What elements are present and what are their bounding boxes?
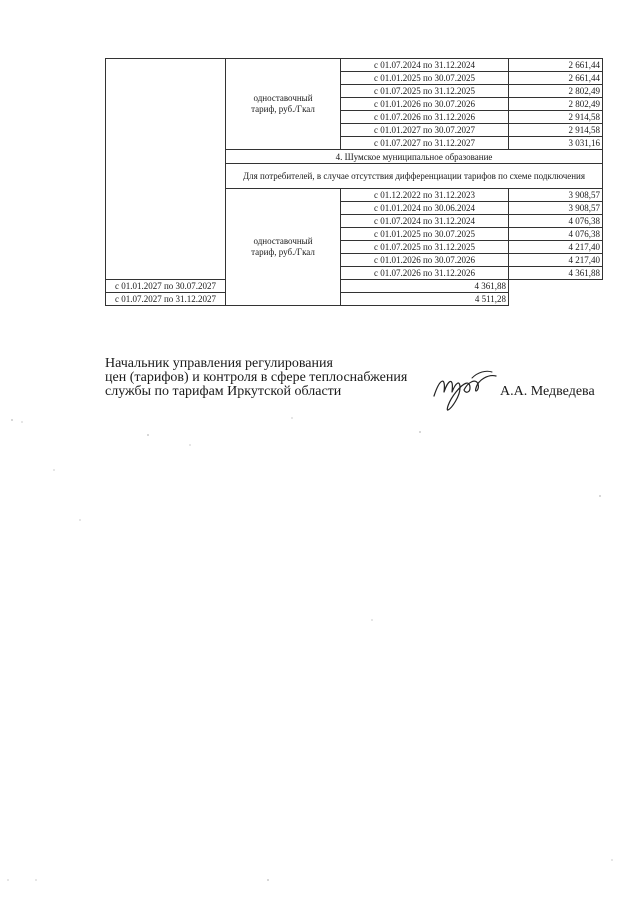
value-cell: 4 511,28	[341, 293, 509, 306]
period-cell: с 01.07.2024 по 31.12.2024	[341, 215, 509, 228]
value-cell: 2 661,44	[509, 72, 603, 85]
period-cell: с 01.07.2027 по 31.12.2027	[106, 293, 226, 306]
tariff-type-cell: одноставочный тариф, руб./Гкал	[226, 59, 341, 150]
position-line: службы по тарифам Иркутской области	[105, 384, 342, 399]
period-cell: с 01.07.2025 по 31.12.2025	[341, 241, 509, 254]
period-cell: с 01.01.2026 по 30.07.2026	[341, 254, 509, 267]
period-cell: с 01.12.2022 по 31.12.2023	[341, 189, 509, 202]
position-line: Начальник управления регулирования	[105, 356, 333, 371]
period-cell: с 01.01.2026 по 30.07.2026	[341, 98, 509, 111]
period-cell: с 01.01.2027 по 30.07.2027	[341, 124, 509, 137]
period-cell: с 01.07.2025 по 31.12.2025	[341, 85, 509, 98]
handwritten-signature	[430, 366, 502, 412]
value-cell: 4 217,40	[509, 254, 603, 267]
section-title: 4. Шумское муниципальное образование	[226, 150, 603, 164]
position-line: цен (тарифов) и контроля в сфере теплоснабжения	[105, 370, 408, 385]
value-cell: 2 802,49	[509, 85, 603, 98]
period-cell: с 01.01.2024 по 30.06.2024	[341, 202, 509, 215]
value-cell: 2 802,49	[509, 98, 603, 111]
value-cell: 3 908,57	[509, 202, 603, 215]
value-cell: 4 217,40	[509, 241, 603, 254]
value-cell: 4 076,38	[509, 215, 603, 228]
period-cell: с 01.07.2026 по 31.12.2026	[341, 111, 509, 124]
blank-cell	[106, 59, 226, 280]
value-cell: 4 076,38	[509, 228, 603, 241]
consumers-note: Для потребителей, в случае отсутствия дифференциации тарифов по схеме подключения	[226, 164, 603, 189]
period-cell: с 01.07.2024 по 31.12.2024	[341, 59, 509, 72]
period-cell: с 01.01.2027 по 30.07.2027	[106, 280, 226, 293]
value-cell: 2 661,44	[509, 59, 603, 72]
value-cell: 2 914,58	[509, 111, 603, 124]
period-cell: с 01.07.2027 по 31.12.2027	[341, 137, 509, 150]
tariff-type-cell: одноставочный тариф, руб./Гкал	[226, 189, 341, 306]
tariff-table	[105, 58, 603, 306]
period-cell: с 01.07.2026 по 31.12.2026	[341, 267, 509, 280]
table-row	[106, 59, 603, 72]
signer-name: А.А. Медведева	[500, 384, 595, 399]
table-row	[106, 280, 603, 293]
value-cell: 3 908,57	[509, 189, 603, 202]
period-cell: с 01.01.2025 по 30.07.2025	[341, 72, 509, 85]
value-cell: 4 361,88	[509, 267, 603, 280]
table-row	[106, 293, 603, 306]
value-cell: 4 361,88	[341, 280, 509, 293]
period-cell: с 01.01.2025 по 30.07.2025	[341, 228, 509, 241]
value-cell: 2 914,58	[509, 124, 603, 137]
value-cell: 3 031,16	[509, 137, 603, 150]
